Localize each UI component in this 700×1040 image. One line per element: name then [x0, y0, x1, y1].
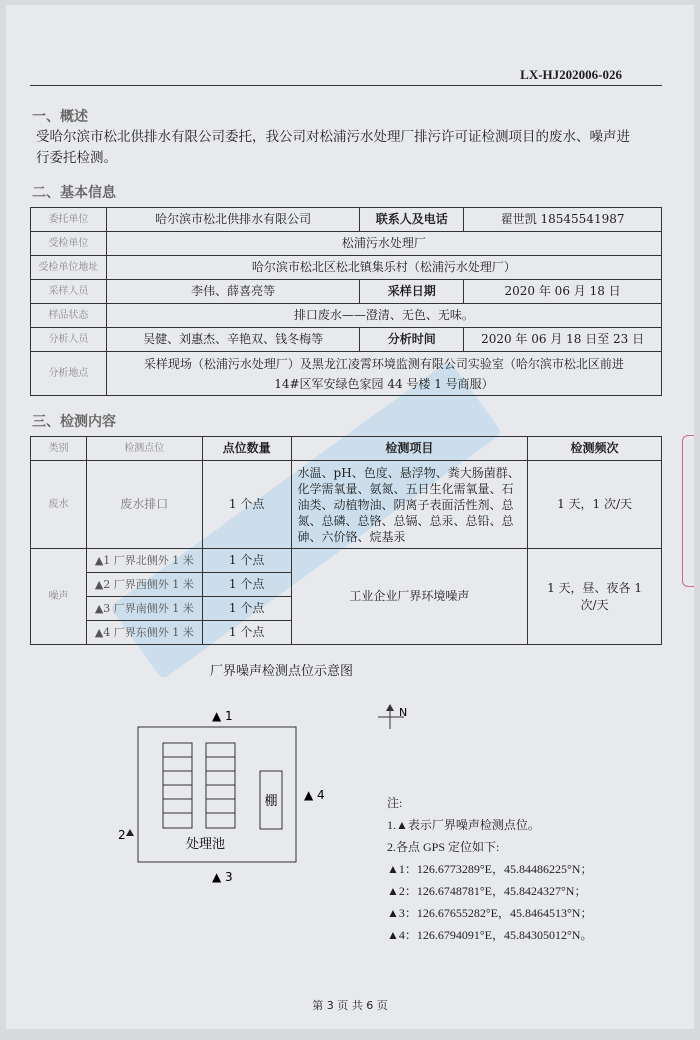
test-content-table [30, 436, 662, 645]
point-2-number: 2 [118, 828, 126, 842]
point-2-triangle [126, 829, 134, 836]
point-4-marker: ▲ 4 [304, 788, 325, 802]
noise-items: 工业企业厂界环境噪声 [291, 549, 528, 645]
address-label: 受检单位地址 [31, 256, 107, 280]
section-content-title: 三、检测内容 [32, 414, 116, 430]
shed-label: 棚 [264, 794, 278, 809]
north-label: N [399, 706, 408, 719]
report-page [6, 5, 694, 1029]
contact-value: 翟世凯 18545541987 [464, 208, 662, 232]
header-frequency: 检测频次 [528, 437, 662, 461]
water-count: 1 个点 [202, 461, 291, 549]
noise-point-4: ▲4 厂界东侧外 1 米 [86, 621, 202, 645]
point-3-marker: ▲ 3 [212, 870, 233, 884]
basic-info-table [30, 207, 662, 396]
noise-count-2: 1 个点 [202, 573, 291, 597]
analysis-time-label: 分析时间 [360, 328, 464, 352]
note-line: ▲1：126.6773289°E，45.84486225°N； [387, 862, 593, 876]
analysis-time-value: 2020 年 06 月 18 日至 23 日 [464, 328, 662, 352]
diagram-notes [387, 792, 592, 946]
analyst-value: 吴健、刘惠杰、辛艳双、钱冬梅等 [106, 328, 360, 352]
unit-label: 受检单位 [31, 232, 107, 256]
noise-count-4: 1 个点 [202, 621, 291, 645]
place-value: 采样现场（松浦污水处理厂）及黑龙江凌霄环境监测有限公司实验室（哈尔滨市松北区前进 14#区军安绿色家园 44 号楼 1 号商服） [106, 352, 661, 396]
overview-text: 受哈尔滨市松北供排水有限公司委托，我公司对松浦污水处理厂排污许可证检测项目的废水、噪声进行委托检测。 [36, 129, 630, 166]
note-line: 注: [387, 796, 403, 810]
state-label: 样品状态 [31, 304, 107, 328]
analyst-label: 分析人员 [31, 328, 107, 352]
water-category: 废水 [31, 461, 87, 549]
page-number: 第 3 页 共 6 页 [312, 999, 388, 1012]
note-line: ▲3：126.67655282°E，45.8464513°N； [387, 906, 593, 920]
noise-count-1: 1 个点 [202, 549, 291, 573]
note-line: ▲4：126.6794091°E，45.84305012°N。 [387, 928, 593, 942]
noise-category: 噪声 [31, 549, 87, 645]
client-value: 哈尔滨市松北供排水有限公司 [106, 208, 360, 232]
water-point: 废水排口 [86, 461, 202, 549]
state-value: 排口废水——澄清、无色、无味。 [106, 304, 661, 328]
document-number: LX-HJ202006-026 [520, 67, 622, 82]
water-frequency: 1 天，1 次/天 [528, 461, 662, 549]
sampler-value: 李伟、薛喜亮等 [106, 280, 360, 304]
client-label: 委托单位 [31, 208, 107, 232]
noise-point-1: ▲1 厂界北侧外 1 米 [86, 549, 202, 573]
pool-stack-left [163, 743, 192, 828]
note-line: ▲2：126.6748781°E，45.8424327°N； [387, 884, 587, 898]
header-rule [30, 85, 662, 86]
water-items: 水温、pH、色度、悬浮物、粪大肠菌群、化学需氧量、氨氮、五日生化需氧量、石油类、动植物油、阴离子表面活性剂、总氮、总磷、总铬、总镉、总汞、总铅、总砷、六价铬、烷基汞 [291, 461, 528, 549]
noise-frequency: 1 天，昼、夜各 1 次/天 [528, 549, 662, 645]
pool-label: 处理池 [186, 837, 226, 852]
header-count: 点位数量 [202, 437, 291, 461]
place-label: 分析地点 [31, 352, 107, 396]
noise-point-2: ▲2 厂界西侧外 1 米 [86, 573, 202, 597]
header-point: 检测点位 [86, 437, 202, 461]
pool-stack-right [206, 743, 235, 828]
diagram-title: 厂界噪声检测点位示意图 [210, 664, 354, 679]
point-1-marker: ▲ 1 [212, 709, 233, 723]
contact-label: 联系人及电话 [360, 208, 464, 232]
header-category: 类别 [31, 437, 87, 461]
sample-date-label: 采样日期 [360, 280, 464, 304]
sample-date-value: 2020 年 06 月 18 日 [464, 280, 662, 304]
header-items: 检测项目 [291, 437, 528, 461]
unit-value: 松浦污水处理厂 [106, 232, 661, 256]
section-basic-info-title: 二、基本信息 [32, 185, 116, 201]
note-line: 2.各点 GPS 定位如下: [387, 840, 500, 854]
noise-point-3: ▲3 厂界南侧外 1 米 [86, 597, 202, 621]
section-overview-title: 一、概述 [32, 109, 88, 125]
seal-stamp-edge [682, 435, 694, 587]
address-value: 哈尔滨市松北区松北镇集乐村（松浦污水处理厂） [106, 256, 661, 280]
sampler-label: 采样人员 [31, 280, 107, 304]
note-line: 1.▲表示厂界噪声检测点位。 [387, 818, 540, 832]
noise-count-3: 1 个点 [202, 597, 291, 621]
